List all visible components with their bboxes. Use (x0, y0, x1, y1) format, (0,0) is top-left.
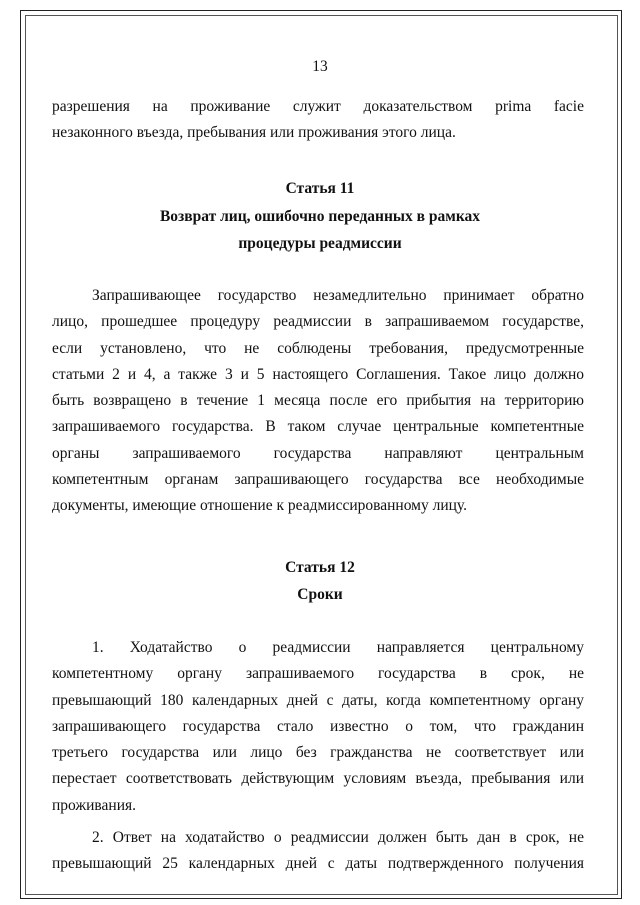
article-11-paragraph (52, 283, 584, 520)
text-line: быть возвращено в течение 1 месяца после его прибытия на территорию (52, 392, 584, 410)
text-line: 1. Ходатайство о реадмиссии направляется центральному (92, 639, 584, 656)
text-line: превышающий 25 календарных дней с даты подтвержденного получения (52, 855, 584, 873)
text-line: компетентному органу запрашиваемого государства в срок, не (52, 665, 584, 683)
text-line: запрашивающего государства стало известно о том, что гражданин (52, 717, 584, 735)
text-line: перестает соответствовать действующим условиям въезда, пребывания или (52, 770, 584, 788)
article-12-title: Сроки (297, 586, 343, 603)
page-number: 13 (312, 58, 328, 75)
text-line: запрашиваемого государства. В таком случае центральные компетентные (52, 418, 584, 436)
text-line: Запрашивающее государство незамедлительно принимает обратно (92, 287, 584, 304)
text-line: лицо, прошедшее процедуру реадмиссии в запрашиваемом государстве, (52, 313, 584, 331)
intro-paragraph (52, 94, 584, 147)
text-line: разрешения на проживание служит доказательством prima facie (52, 98, 584, 115)
text-line: если установлено, что не соблюдены требования, предусмотренные (52, 339, 584, 357)
article-11-title-line: Возврат лиц, ошибочно переданных в рамках (159, 208, 481, 225)
text-line: 2. Ответ на ходатайство о реадмиссии должен быть дан в срок, не (92, 829, 584, 846)
article-12-item-2 (52, 825, 584, 878)
article-11-title-line: процедуры реадмиссии (238, 235, 402, 252)
article-11-heading: Статья 11 (285, 180, 355, 197)
article-12-heading: Статья 12 (285, 559, 355, 576)
text-line: компетентным органам запрашивающего государства все необходимые (52, 471, 584, 489)
text-line: незаконного въезда, пребывания или проживания этого лица. (52, 124, 456, 142)
text-line: проживания. (52, 796, 137, 814)
text-line: документы, имеющие отношение к реадмиссированному лицу. (52, 497, 468, 515)
article-12-item-1 (52, 635, 584, 819)
text-line: третьего государства или лицо без гражданства не соответствует или (52, 744, 584, 762)
text-line: органы запрашиваемого государства направляют центральным (52, 444, 584, 462)
text-line: превышающий 180 календарных дней с даты, когда компетентному органу (52, 691, 584, 709)
text-line: статьми 2 и 4, а также 3 и 5 настоящего Соглашения. Такое лицо должно (52, 365, 584, 383)
